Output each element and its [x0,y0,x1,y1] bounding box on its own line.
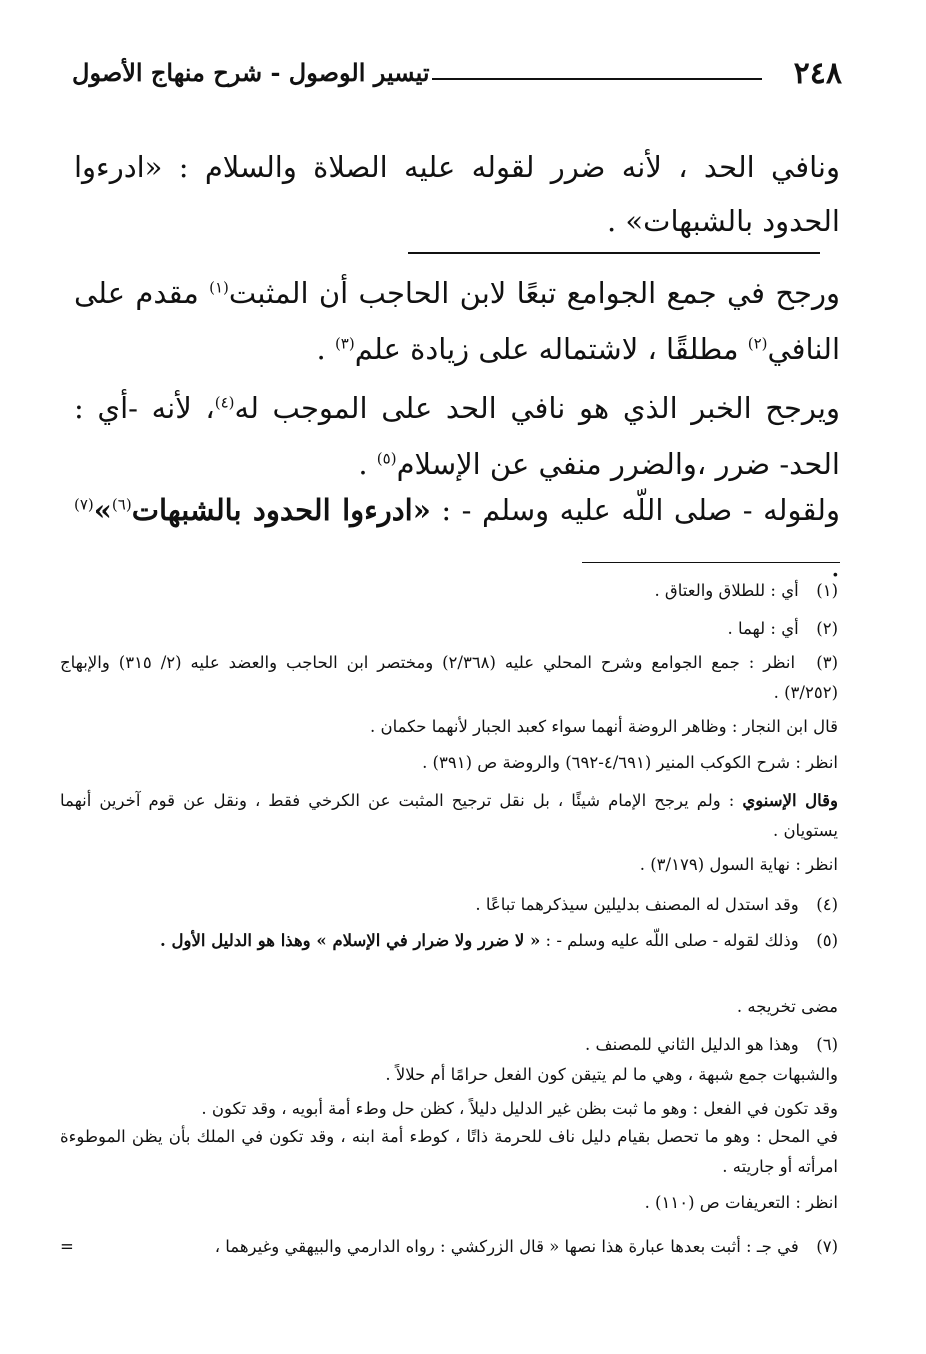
p4-text-c: . [830,549,840,583]
p3-text-c: . [358,447,377,481]
page-header [72,56,842,100]
paragraph-1: ونافي الحد ، لأنه ضرر لقوله عليه الصلاة والسلام : «ادرءوا الحدود بالشبهات» . [74,150,840,238]
header-rule [432,78,762,80]
p2-text-c: مطلقًا ، لاشتماله على زيادة علم [354,332,748,366]
p2-text-a: ورجح في جمع الجوامع تبعًا لابن الحاجب أن المثبت [228,276,840,310]
footnote-text: وهذا هو الدليل الأول . [160,931,317,950]
footnote-number: (٢) [816,619,838,638]
footnote-3-line: انظر : شرح الكوكب المنير (٤/٦٩١-٦٩٢) والروضة ص (٣٩١) . [422,753,838,772]
section-separator [408,252,820,254]
footnote-4 [60,890,838,920]
footnote-text: وذلك لقوله - صلى اللّه عليه وسلم - : [540,931,799,950]
footnote-number: (١) [816,581,838,600]
footnote-2 [60,614,838,644]
footnote-number: (٦) [816,1035,838,1054]
footnote-text: في جـ : أثبت بعدها عبارة هذا نصها « قال الزركشي : رواه الدارمي والبيهقي وغيرهما ، [214,1237,799,1256]
footnote-5-line: مضى تخريجه . [736,997,838,1016]
footnote-ref-7: (٧) [74,495,94,514]
footnote-number: (٣) [816,653,838,672]
quoted-author: وقال الإسنوي [742,791,838,810]
footnote-5 [60,926,838,956]
page-number: ٢٤٨ [793,56,842,91]
hadith-quote: « لا ضرر ولا ضرار في الإسلام » [316,931,541,950]
p2-text-d: . [316,332,335,366]
footnote-7 [60,1232,838,1262]
p4-text-b: » [93,493,112,527]
p2-text-b: مقدم على النافي [74,276,840,366]
footnote-6 [60,1030,838,1060]
footnote-ref-2: (٢) [747,334,768,353]
footnote-text: أي : لهما . [727,619,799,638]
p3-text-b: ، لأنه -أي : الحد- ضرر ،والضرر منفي عن الإسلام [74,391,840,481]
footnote-text: انظر : جمع الجوامع وشرح المحلي عليه (٢/٣٦٨) ومختصر ابن الحاجب والعضد عليه (٢/ ٣١٥) والإبهاج (٣/٢٥٢) . [60,653,838,702]
continuation-mark: = [60,1237,74,1256]
footnote-number: (٤) [816,895,838,914]
footnote-text: وهذا هو الدليل الثاني للمصنف . [585,1035,799,1054]
footnote-number: (٥) [816,931,838,950]
p4-text-a: ولقوله - صلى اللّه عليه وسلم - : [430,493,840,527]
footnote-6-line: انظر : التعريفات ص (١١٠) . [644,1193,838,1212]
footnote-ref-1: (١) [209,278,229,297]
footnote-text: : ولم يرجح الإمام شيئًا ، بل نقل ترجيح المثبت عن الكرخي فقط ، ونقل عن قوم آخرين أنهما يستويان . [60,791,838,840]
footnote-text: وقد استدل له المصنف بدليلين سيذكرهما تباعًا . [475,895,799,914]
paragraph-2 [74,265,840,377]
footnote-3 [60,648,838,708]
running-title: تيسير الوصول - شرح منهاج الأصول [72,58,430,87]
footnote-ref-4: (٤) [214,393,235,412]
footnote-6-line: في المحل : وهو ما تحصل بقيام دليل ناف للحرمة ذاتًا ، كوطء أمة ابنه ، وقد تكون في الملك بأن يظن الموطوءة امرأته أو جاريته . [60,1127,838,1176]
paragraph-3 [74,380,840,492]
footnote-3-line [60,786,838,846]
footnote-6-line: وقد تكون في الفعل : وهو ما ثبت بظن غير الدليل دليلاً ، كظن حل وطء أمة أبويه ، وقد تكون . [201,1099,838,1118]
footnote-6-line: والشبهات جمع شبهة ، وهي ما لم يتيقن كون الفعل حرامًا أم حلالاً . [385,1065,838,1084]
footnote-ref-6: (٦) [111,495,132,514]
footnote-3-line: انظر : نهاية السول (٣/١٧٩) . [639,855,838,874]
footnote-ref-3: (٣) [334,334,355,353]
p3-text-a: ويرجح الخبر الذي هو نافي الحد على الموجب له [234,391,841,425]
hadith-quote: «ادرءوا الحدود بالشبهات [131,493,431,527]
footnote-separator [582,562,840,563]
footnote-number: (٧) [816,1237,838,1256]
footnote-1 [60,576,838,606]
footnote-3-line: قال ابن النجار : وظاهر الروضة أنهما سواء كعبد الجبار لأنهما حكمان . [370,717,838,736]
footnote-text: أي : للطلاق والعتاق . [654,581,799,600]
footnote-ref-5: (٥) [376,449,397,468]
